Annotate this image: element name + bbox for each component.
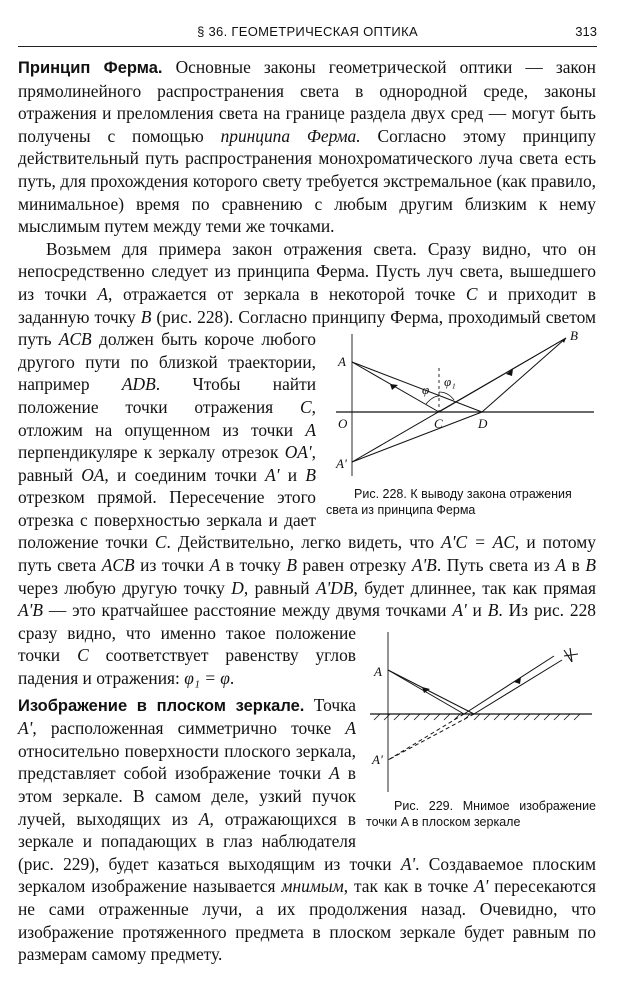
emphasis: мнимым (281, 876, 344, 897)
text: (рис. 228). Согласно принципу Ферма, проходимый светом путь (18, 306, 596, 350)
text: пересекаются не сами отраженные лучи, а их продолжения назад. Очевидно, что изображение протяженного предмета в плоском зеркале будет равным по размерам самому предмету. (18, 876, 596, 965)
text: . (229, 668, 235, 689)
var: ACB (58, 329, 92, 350)
equation: A'C = AC (441, 532, 515, 553)
text: , равный (18, 442, 316, 485)
var: D (231, 577, 244, 598)
running-title: § 36. ГЕОМЕТРИЧЕСКАЯ ОПТИКА (197, 24, 418, 39)
text: . Чтобы найти положение точки отражения (18, 374, 317, 417)
label-A: A (338, 354, 346, 370)
text: , равный (243, 577, 316, 598)
text: Точка (304, 694, 357, 715)
text: и (466, 600, 488, 621)
text: отрезком прямой. Пересечение этого отрезка с поверхностью зеркала и дает положение точки (18, 487, 316, 553)
figure-229 (366, 626, 596, 830)
text: в точку (220, 555, 287, 576)
arrow-head (514, 677, 521, 684)
text: . Из рис. 228 сразу видно, что именно такое положение точки (18, 600, 596, 666)
var: C (300, 396, 312, 417)
var: A' (265, 464, 280, 485)
text: Основные законы геометрической оптики — закон прямолинейного распространения света в однородной среде, законы отражения и преломления света на границе раздела двух сред — могут быть получены с помощью (18, 57, 596, 146)
running-header (18, 24, 597, 46)
text: . Действительно, легко видеть, что (166, 532, 442, 553)
var: ADB (121, 374, 156, 395)
text: , и потому путь света (18, 532, 596, 576)
text: Согласно этому принципу действительный путь распространения монохроматического луча света есть путь, для прохождения которого свету требуется экстремальное (как правило, минимальное) время по сравнению с любым другим близким к нему мыслимым путем между теми же точками. (18, 125, 596, 237)
header-rule (18, 46, 597, 47)
var: A (97, 283, 109, 304)
text: должен быть короче любого другого пути по близкой траектории, например (18, 329, 316, 395)
text: в этом зеркале. В самом деле, узкий пучок лучей, выходящих из (18, 763, 356, 829)
text: , расположенная симметрично точке (32, 718, 346, 739)
text: , отражающихся в зеркале и попадающих в глаз наблюдателя (рис. 229), будет казаться выходящим из точки (18, 808, 401, 874)
mirror-hatching (374, 714, 580, 720)
paragraph-fermat (18, 56, 596, 238)
var: B (487, 600, 499, 621)
equation: φ₁ = φ (184, 668, 230, 689)
line-A-prime-D (352, 412, 482, 462)
figure-228 (326, 328, 596, 518)
figure-229-diagram (366, 626, 596, 798)
text: , отложим на опущенном из точки (18, 396, 316, 440)
var: A (345, 718, 356, 739)
var: B (305, 464, 316, 485)
heading-fermat: Принцип Ферма. (18, 59, 163, 77)
ray-1-incident (388, 670, 464, 714)
var: B (286, 555, 297, 576)
var: A'B (18, 600, 43, 621)
text: относительно поверхности плоского зеркала, представляет собой изображение точки (18, 740, 356, 784)
text: . Путь света из (436, 555, 556, 576)
ray-DB (482, 338, 566, 412)
var: A' (452, 600, 467, 621)
emphasis: принципа Ферма. (220, 125, 361, 146)
text: в (566, 555, 586, 576)
text: , отражается от зеркала в некоторой точке (108, 283, 466, 304)
text: Возьмем для примера закон отражения света. Сразу видно, что он непосредственно следует из принципа Ферма. Пусть луч света, вышедшего из точки (18, 238, 596, 304)
text: , и соединим точки (104, 464, 266, 485)
arrow-head (390, 384, 398, 390)
ray-2-incident (388, 670, 474, 714)
label-O: O (338, 416, 348, 432)
var: A'B (411, 555, 437, 576)
text: — это кратчайшее расстояние между двумя точками (42, 600, 453, 621)
text: соответствует равенству углов падения и отражения: (18, 645, 357, 689)
label-C: C (434, 416, 443, 432)
text: перпендикуляре к зеркалу отрезок (18, 442, 285, 463)
page-body (18, 56, 596, 966)
figure-228-diagram (326, 328, 596, 486)
label-A: A (374, 663, 382, 679)
text: из точки (134, 555, 210, 576)
text: , будет длиннее, так как прямая (353, 577, 597, 598)
var: A' (18, 718, 33, 739)
figure-228-caption: Рис. 228. К выводу закона отражения света из принципа Ферма (326, 487, 572, 518)
var: A'DB (315, 577, 354, 598)
figure-229-caption: Рис. 229. Мнимое изображение точки A в плоском зеркале (366, 798, 596, 829)
text: и приходит в заданную точку (18, 283, 596, 327)
angle-phi-arc (426, 396, 439, 404)
var: A' (474, 876, 489, 897)
ray-AD (352, 362, 482, 412)
var: ACB (101, 555, 135, 576)
label-A-prime: A' (372, 751, 383, 767)
page-number: 313 (575, 24, 597, 39)
var: A (305, 419, 316, 440)
var: B (140, 306, 152, 327)
ray-2-extension (388, 714, 474, 760)
var: B (585, 555, 596, 576)
text: через любую другую точку (18, 577, 232, 598)
var: A (209, 555, 221, 576)
label-phi1: φ₁ (444, 374, 456, 390)
var: C (465, 283, 478, 304)
line-A-prime-B (352, 338, 566, 462)
var: OA' (284, 442, 312, 463)
text: . Создаваемое плоским зеркалом изображение называется (18, 853, 596, 897)
label-D: D (478, 416, 488, 432)
label-phi: φ (422, 382, 430, 398)
var: A (555, 555, 567, 576)
var: C (77, 645, 89, 666)
text: равен отрезку (296, 555, 412, 576)
text: и (279, 464, 306, 485)
heading-plane-mirror: Изображение в плоском зеркале. (18, 696, 305, 715)
var: A (198, 808, 210, 829)
var: A' (400, 853, 416, 874)
var: A (329, 763, 340, 784)
var: C (154, 532, 167, 553)
ray-1-extension (388, 714, 464, 760)
eye-icon (564, 648, 578, 662)
text: , так как в точке (343, 876, 475, 897)
label-B: B (570, 328, 578, 344)
label-A-prime: A' (336, 456, 347, 472)
ray-2-reflected (474, 660, 562, 714)
var: OA (81, 464, 105, 485)
ray-1-reflected (464, 656, 554, 714)
